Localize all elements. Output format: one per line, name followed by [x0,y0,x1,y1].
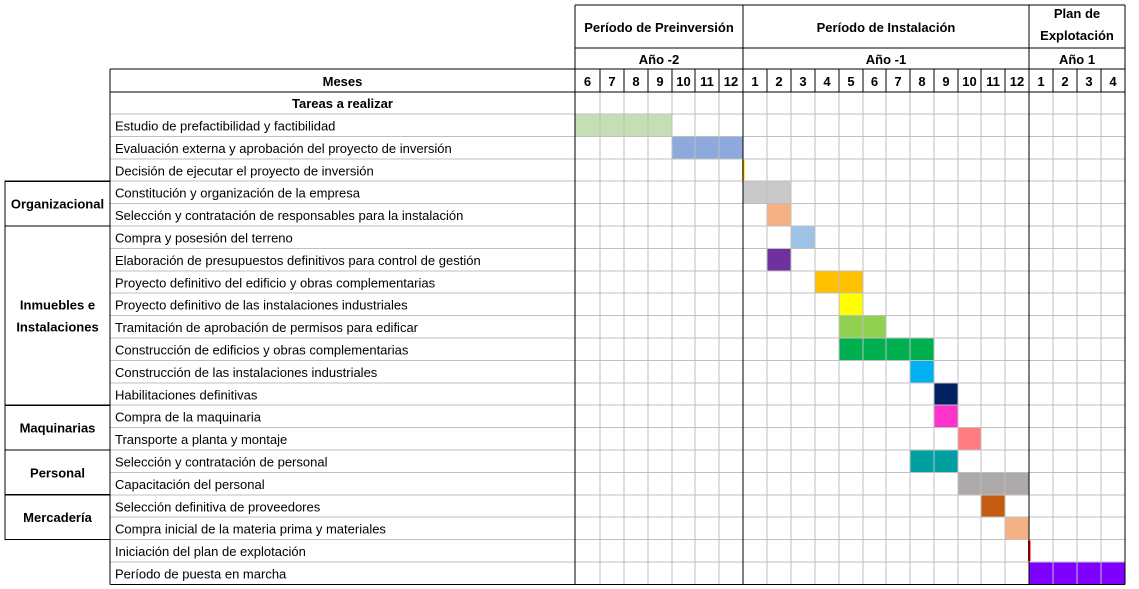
group-label: Mercadería [23,510,92,526]
task-bar-cell [743,181,767,203]
month-label: 10 [676,74,691,89]
group-label: Personal [30,465,85,481]
month-label: 3 [799,74,807,89]
period-title: Explotación [1040,28,1114,43]
month-label: 12 [723,74,739,89]
task-bar-cell [767,204,791,226]
month-label: 11 [700,74,714,89]
task-name: Capacitación del personal [115,476,265,492]
month-label: 1 [751,74,759,89]
month-label: 12 [1009,74,1025,89]
task-name: Estudio de prefactibilidad y factibilidad [115,118,336,134]
period-title: Período de Preinversión [584,20,734,35]
task-name: Evaluación externa y aprobación del proyecto de inversión [115,140,452,156]
task-bar-cell [767,181,791,203]
task-name: Decisión de ejecutar el proyecto de inversión [115,163,374,179]
task-bar-cell [863,316,886,338]
task-name: Selección definitiva de proveedores [115,499,321,515]
task-name: Selección y contratación de responsables para la instalación [115,208,464,224]
task-bar-cell [815,271,839,293]
task-bar-cell [981,472,1005,494]
task-name: Proyecto definitivo del edificio y obras complementarias [115,275,436,291]
month-label: 6 [583,74,592,89]
task-bar-cell [1101,562,1125,584]
task-name: Compra y posesión del terreno [115,230,293,246]
group-box [5,226,110,405]
task-name: Período de puesta en marcha [115,566,287,582]
task-bar-cell [1053,562,1077,584]
task-bar-cell [981,495,1005,517]
tasks-label: Tareas a realizar [292,96,393,111]
month-label: 7 [894,74,902,89]
task-name: Constitución y organización de la empresa [115,185,360,201]
table-borders [5,5,1125,584]
task-name: Compra inicial de la materia prima y materiales [115,521,386,537]
task-name: Construcción de edificios y obras complementarias [115,342,409,358]
task-name: Habilitaciones definitivas [115,387,258,403]
group-label: Instalaciones [16,319,99,335]
month-label: 8 [918,74,926,89]
group-label: Organizacional [10,196,105,212]
task-name: Elaboración de presupuestos definitivos para control de gestión [115,252,481,268]
task-bar-cell [575,114,600,136]
group-label: Inmuebles e [19,297,96,313]
task-bar-cell [1005,517,1029,539]
task-bar-cell [719,136,743,158]
task-bar-cell [886,338,910,360]
task-names [115,119,481,582]
task-name: Compra de la maquinaria [115,409,261,425]
task-bar-cell [672,136,695,158]
month-label: 2 [1061,74,1069,89]
task-name: Proyecto definitivo de las instalaciones industriales [115,297,408,313]
task-name: Transporte a planta y montaje [115,432,288,448]
month-label: 9 [942,74,950,89]
task-bar-cell [767,248,791,270]
task-bars [575,114,1125,584]
month-label: 3 [1085,74,1093,89]
task-bar-cell [1077,562,1101,584]
task-name: Iniciación del plan de explotación [115,544,306,560]
group-label: Maquinarias [19,420,96,436]
month-label: 7 [608,74,616,89]
task-name: Tramitación de aprobación de permisos para edificar [115,320,419,336]
task-bar-cell [1029,562,1053,584]
task-bar-cell [910,450,934,472]
task-bar-cell [624,114,648,136]
month-label: 1 [1037,74,1045,89]
month-label: 6 [870,74,879,89]
task-bar-cell [958,472,981,494]
month-label: 4 [823,74,831,89]
month-label: 10 [962,74,977,89]
months-label: Meses [322,74,363,89]
task-bar-cell [934,405,958,427]
task-name: Construcción de las instalaciones industriales [115,364,378,380]
year-label: Año 1 [1058,52,1096,67]
task-name: Selección y contratación de personal [115,454,328,470]
month-label: 5 [847,74,855,89]
month-label: 2 [775,74,783,89]
task-bar-cell [958,428,981,450]
task-bar-cell [910,338,934,360]
month-label: 8 [632,74,640,89]
header-text [292,6,1117,111]
task-bar-cell [791,226,815,248]
task-bar-cell [648,114,672,136]
task-bar-cell [695,136,719,158]
task-bar-cell [910,360,934,382]
task-bar-cell [934,383,958,405]
month-label: 4 [1109,74,1117,89]
task-bar-cell [934,450,958,472]
task-bar-cell [839,338,863,360]
month-label: 9 [656,74,664,89]
year-label: Año -1 [865,52,907,67]
task-bar-cell [600,114,624,136]
task-bar-cell [863,338,886,360]
task-bar-cell [1005,472,1029,494]
year-label: Año -2 [638,52,680,67]
month-label: 11 [986,74,1000,89]
task-bar-cell [839,293,863,315]
period-title: Período de Instalación [816,20,956,35]
task-bar-cell [839,271,863,293]
period-title: Plan de [1053,6,1101,21]
task-bar-cell [839,316,863,338]
